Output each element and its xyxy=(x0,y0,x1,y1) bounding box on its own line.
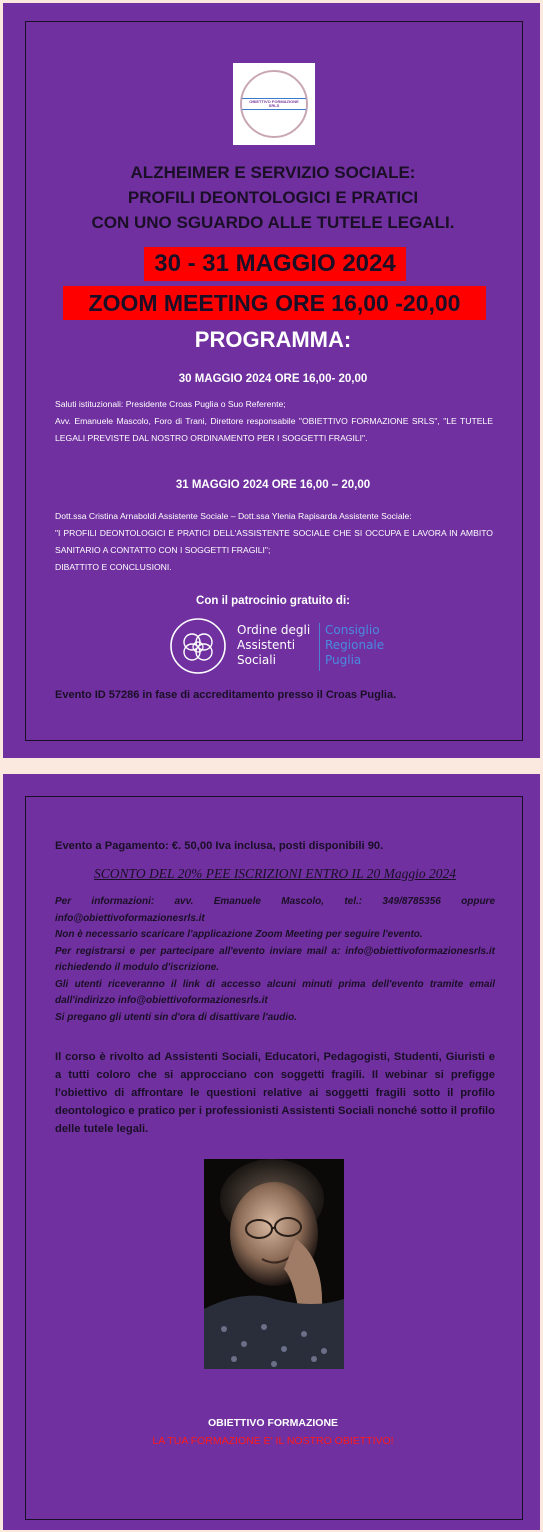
flyer-page-1 xyxy=(3,3,540,758)
ordine-name xyxy=(237,623,310,668)
info-line: Si pregano gli utenti sin d'ora di disattivare l'audio. xyxy=(55,1011,298,1023)
day1-line: Saluti istituzionali: Presidente Croas Puglia o Suo Referente; xyxy=(55,399,286,409)
discount-banner: SCONTO DEL 20% PEE ISCRIZIONI ENTRO IL 20 Maggio 2024 xyxy=(94,866,456,881)
ordine-region xyxy=(325,623,384,668)
day2-line: DIBATTITO E CONCLUSIONI. xyxy=(55,562,172,572)
title-line: ALZHEIMER E SERVIZIO SOCIALE: xyxy=(130,163,416,182)
event-title xyxy=(43,160,503,235)
payment-info: Evento a Pagamento: €. 50,00 Iva inclusa, posti disponibili 90. xyxy=(55,840,384,852)
logo-text: OBIETTIVO FORMAZIONE SRLS xyxy=(242,98,306,110)
programma-heading: PROGRAMMA: xyxy=(194,327,352,352)
info-line: Non è necessario scaricare l'applicazione Zoom Meeting per seguire l'evento. xyxy=(55,929,423,940)
day1-heading: 30 MAGGIO 2024 ORE 16,00- 20,00 xyxy=(178,373,368,385)
day2-line: "I PROFILI DEONTOLOGICI E PRATICI DELL'ASSISTENTE SOCIALE CHE SI OCCUPA E LAVORA IN AMBITO SANITARIO A CONTATTO CON I SOGGETTI FRAGILI"; xyxy=(55,528,493,555)
title-line: CON UNO SGUARDO ALLE TUTELE LEGALI. xyxy=(91,213,455,232)
evento-id-text: Evento ID 57286 in fase di accreditamento presso il Croas Puglia. xyxy=(55,689,397,701)
event-dates: 30 - 31 MAGGIO 2024 xyxy=(144,247,406,281)
logo-ring-icon xyxy=(240,70,308,138)
ordine-line: Ordine degli xyxy=(237,623,311,637)
day1-line: Avv. Emanuele Mascolo, Foro di Trani, Direttore responsabile "OBIETTIVO FORMAZIONE SRLS", "LE TUTELE LEGALI PREVISTE DAL NOSTRO ORDINAMENTO PER I SOGGETTI FRAGILI". xyxy=(55,416,493,443)
day2-line: Dott.ssa Cristina Arnaboldi Assistente Sociale – Dott.ssa Ylenia Rapisarda Assistente Sociale: xyxy=(55,511,412,521)
photo-illustration xyxy=(204,1159,344,1369)
footer-brand: OBIETTIVO FORMAZIONE xyxy=(207,1417,339,1429)
elderly-woman-photo xyxy=(204,1159,344,1369)
info-line: Gli utenti riceveranno il link di accesso alcuni minuti prima dell'evento tramite email dall'indirizzo info@obiettivoformazionesrls.it xyxy=(55,978,495,1006)
ordine-assistenti-sociali-logo xyxy=(169,617,399,677)
footer-motto: LA TUA FORMAZIONE E' IL NOSTRO OBIETTIVO! xyxy=(152,1435,394,1447)
info-line: Per informazioni: avv. Emanuele Mascolo, tel.: 349/8785356 oppure info@obiettivoformazionesrls.it xyxy=(55,896,495,924)
ordine-line: Assistenti xyxy=(237,638,296,652)
title-line: PROFILI DEONTOLOGICI E PRATICI xyxy=(127,188,419,207)
region-line: Consiglio xyxy=(325,623,380,637)
info-line: Per registrarsi e per partecipare all'evento inviare mail a: info@obiettivoformazionesrls.it richiedendo il modulo d'iscrizione. xyxy=(55,945,495,973)
zoom-meeting-times: ZOOM MEETING ORE 16,00 -20,00 xyxy=(63,286,486,320)
patrocinio-label: Con il patrocinio gratuito di: xyxy=(196,595,350,607)
registration-info xyxy=(55,894,495,1026)
region-line: Puglia xyxy=(325,653,362,667)
ordine-divider xyxy=(319,623,320,671)
course-description: Il corso è rivolto ad Assistenti Sociali, Educatori, Pedagogisti, Studenti, Giuristi e a tutti coloro che si approcciano con soggetti fragili. Il webinar si prefigge l'obiettivo di affrontare le questioni relative ai soggetti fragili sotto il profilo deontologico e pratico per i professionisti Assistenti Sociali nonché sotto il profilo delle tutele legali. xyxy=(55,1051,495,1135)
region-line: Regionale xyxy=(325,638,385,652)
day2-text xyxy=(55,508,493,576)
flyer-page-2 xyxy=(3,774,540,1530)
ordine-emblem-icon xyxy=(169,617,227,675)
obiettivo-formazione-logo xyxy=(233,63,315,145)
day2-heading: 31 MAGGIO 2024 ORE 16,00 – 20,00 xyxy=(175,479,371,491)
ordine-line: Sociali xyxy=(237,653,276,667)
day1-text xyxy=(55,396,493,447)
